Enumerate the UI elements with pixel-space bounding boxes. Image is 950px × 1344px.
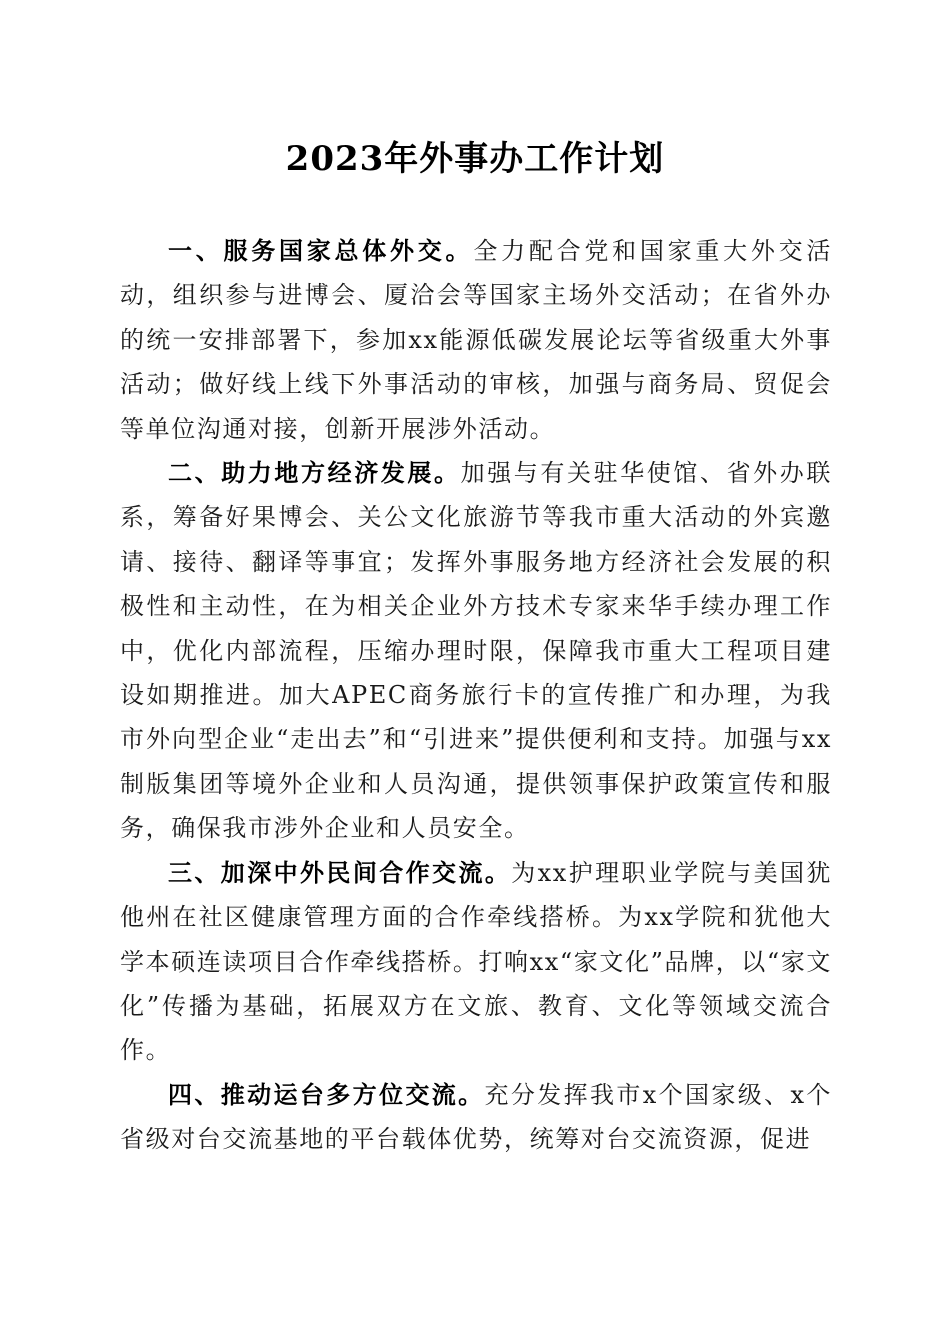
paragraph-economy — [120, 451, 832, 851]
paragraph-heading: 一、服务国家总体外交。 — [168, 237, 474, 265]
paragraph-heading: 四、推动运台多方位交流。 — [168, 1080, 485, 1109]
paragraph-text: 加强与有关驻华使馆、省外办联系，筹备好果博会、关公文化旅游节等我市重大活动的外宾邀请、接待、翻译等事宜；发挥外事服务地方经济社会发展的积极性和主动性，在为相关企业外方技术专家来华手续办理工作中，优化内部流程，压缩办理时限，保障我市重大工程项目建设如期推进。加大APEC商务旅行卡的宣传推广和办理，为我市外向型企业“走出去”和“引进来”提供便利和支持。加强与xx制版集团等境外企业和人员沟通，提供领事保护政策宣传和服务，确保我市涉外企业和人员安全。 — [120, 459, 832, 843]
paragraph-exchange — [120, 851, 832, 1073]
paragraph-text: 充分发挥我市x个国家级、x个省级对台交流基地的平台载体优势，统筹对台交流资源，促进 — [120, 1080, 832, 1154]
paragraph-diplomacy — [120, 229, 832, 451]
paragraph-taiwan — [120, 1073, 832, 1162]
paragraph-heading: 二、助力地方经济发展。 — [168, 459, 461, 488]
document-title: 2023年外事办工作计划 — [285, 139, 665, 179]
paragraph-text: 全力配合党和国家重大外交活动，组织参与进博会、厦洽会等国家主场外交活动；在省外办的统一安排部署下，参加xx能源低碳发展论坛等省级重大外事活动；做好线上线下外事活动的审核，加强与商务局、贸促会等单位沟通对接，创新开展涉外活动。 — [120, 237, 832, 443]
paragraph-text: 为xx护理职业学院与美国犹他州在社区健康管理方面的合作牵线搭桥。为xx学院和犹他大学本硕连读项目合作牵线搭桥。打响xx“家文化”品牌，以“家文化”传播为基础，拓展双方在文旅、教育、文化等领域交流合作。 — [120, 858, 832, 1065]
document-body — [120, 229, 832, 1162]
paragraph-heading: 三、加深中外民间合作交流。 — [168, 858, 512, 887]
